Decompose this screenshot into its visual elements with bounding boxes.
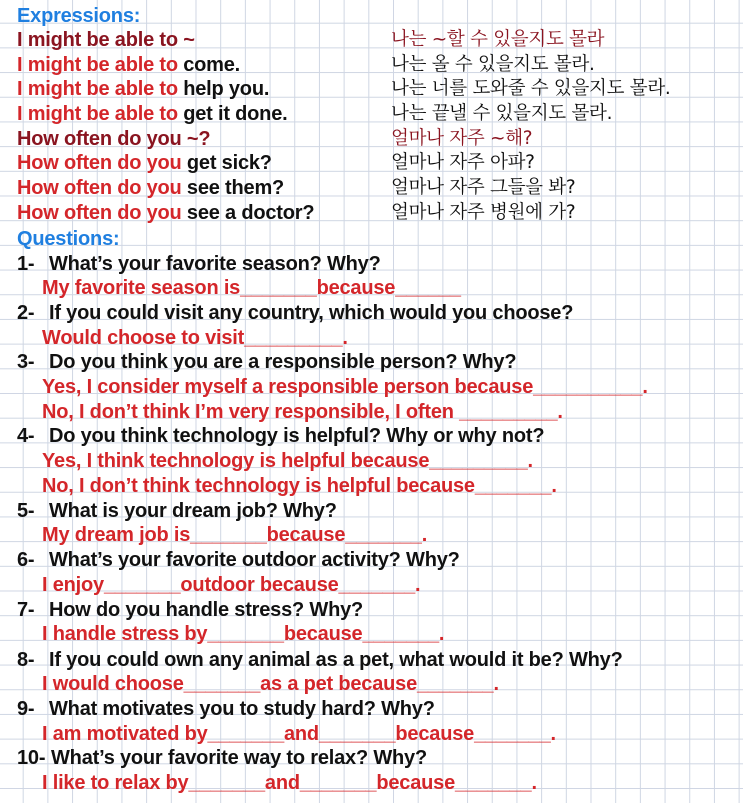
expression-korean: 나는 너를 도와줄 수 있을지도 몰라. xyxy=(391,78,671,99)
expression-row xyxy=(0,53,743,77)
question-text: Do you think you are a responsible person? Why? xyxy=(49,351,517,373)
question-text: What’s your favorite outdoor activity? Why? xyxy=(49,549,460,571)
question-row xyxy=(0,746,743,770)
answer-template: I enjoy_______outdoor because_______. xyxy=(42,574,421,596)
answer-template: Yes, I think technology is helpful because_________. xyxy=(42,450,533,472)
expression-english-black: help you. xyxy=(177,78,270,100)
question-text: If you could visit any country, which would you choose? xyxy=(49,302,574,324)
answer-template: I like to relax by_______and_______because_______. xyxy=(42,772,537,794)
expression-row xyxy=(0,77,743,101)
question-number: 7- xyxy=(17,599,35,621)
question-number: 6- xyxy=(17,549,35,571)
question-text: How do you handle stress? Why? xyxy=(49,599,364,621)
expression-english-black: see them? xyxy=(181,177,285,199)
question-row xyxy=(0,252,743,276)
question-text: What’s your favorite way to relax? Why? xyxy=(51,747,427,769)
expression-english-red: I might be able to ~ xyxy=(17,29,195,51)
expression-korean: 나는 ~할 수 있을지도 몰라 xyxy=(391,29,605,50)
expression-korean: 얼마나 자주 ~해? xyxy=(391,128,533,149)
expression-english-red: I might be able to xyxy=(17,54,178,76)
expression-english-black: get sick? xyxy=(181,152,272,174)
expression-english-red: How often do you ~? xyxy=(17,128,211,150)
question-number: 9- xyxy=(17,698,35,720)
expression-row xyxy=(0,28,743,52)
answer-template: Would choose to visit_________. xyxy=(42,327,348,349)
question-row xyxy=(0,424,743,448)
expression-row xyxy=(0,176,743,200)
expression-row xyxy=(0,201,743,225)
expression-english-black: come. xyxy=(177,54,241,76)
expression-english-red: How often do you xyxy=(17,177,182,199)
question-text: What is your dream job? Why? xyxy=(49,500,337,522)
answer-template: My dream job is_______because_______. xyxy=(42,524,428,546)
question-row xyxy=(0,350,743,374)
answer-template: My favorite season is_______because______ xyxy=(42,277,461,299)
expressions-heading: Expressions: xyxy=(17,5,141,27)
question-text: What motivates you to study hard? Why? xyxy=(49,698,435,720)
expression-english-red: I might be able to xyxy=(17,103,178,125)
answer-template: No, I don’t think technology is helpful because_______. xyxy=(42,475,557,497)
expression-korean: 얼마나 자주 아파? xyxy=(391,152,535,173)
expression-english-red: I might be able to xyxy=(17,78,178,100)
expression-row xyxy=(0,127,743,151)
expression-row xyxy=(0,102,743,126)
questions-heading: Questions: xyxy=(17,228,120,250)
question-text: If you could own any animal as a pet, what would it be? Why? xyxy=(49,649,623,671)
question-row xyxy=(0,648,743,672)
question-number: 8- xyxy=(17,649,35,671)
expression-korean: 얼마나 자주 그들을 봐? xyxy=(391,177,576,198)
question-row xyxy=(0,499,743,523)
expression-korean: 얼마나 자주 병원에 가? xyxy=(391,202,576,223)
question-row xyxy=(0,697,743,721)
question-number: 2- xyxy=(17,302,35,324)
expression-row xyxy=(0,151,743,175)
expression-english-red: How often do you xyxy=(17,202,182,224)
answer-template: Yes, I consider myself a responsible person because__________. xyxy=(42,376,648,398)
answer-template: I am motivated by_______and_______because_______. xyxy=(42,723,556,745)
question-row xyxy=(0,548,743,572)
expression-english-red: How often do you xyxy=(17,152,182,174)
question-number: 10- xyxy=(17,747,46,769)
question-number: 5- xyxy=(17,500,35,522)
answer-template: No, I don’t think I’m very responsible, I often _________. xyxy=(42,401,563,423)
answer-template: I handle stress by_______because_______. xyxy=(42,623,445,645)
question-row xyxy=(0,598,743,622)
expression-korean: 나는 올 수 있을지도 몰라. xyxy=(391,54,595,75)
expression-korean: 나는 끝낼 수 있을지도 몰라. xyxy=(391,103,613,124)
question-text: Do you think technology is helpful? Why or why not? xyxy=(49,425,545,447)
question-number: 1- xyxy=(17,253,35,275)
question-row xyxy=(0,301,743,325)
question-number: 3- xyxy=(17,351,35,373)
answer-template: I would choose_______as a pet because_______. xyxy=(42,673,499,695)
expression-english-black: see a doctor? xyxy=(181,202,315,224)
question-number: 4- xyxy=(17,425,35,447)
expression-english-black: get it done. xyxy=(177,103,288,125)
question-text: What’s your favorite season? Why? xyxy=(49,253,381,275)
